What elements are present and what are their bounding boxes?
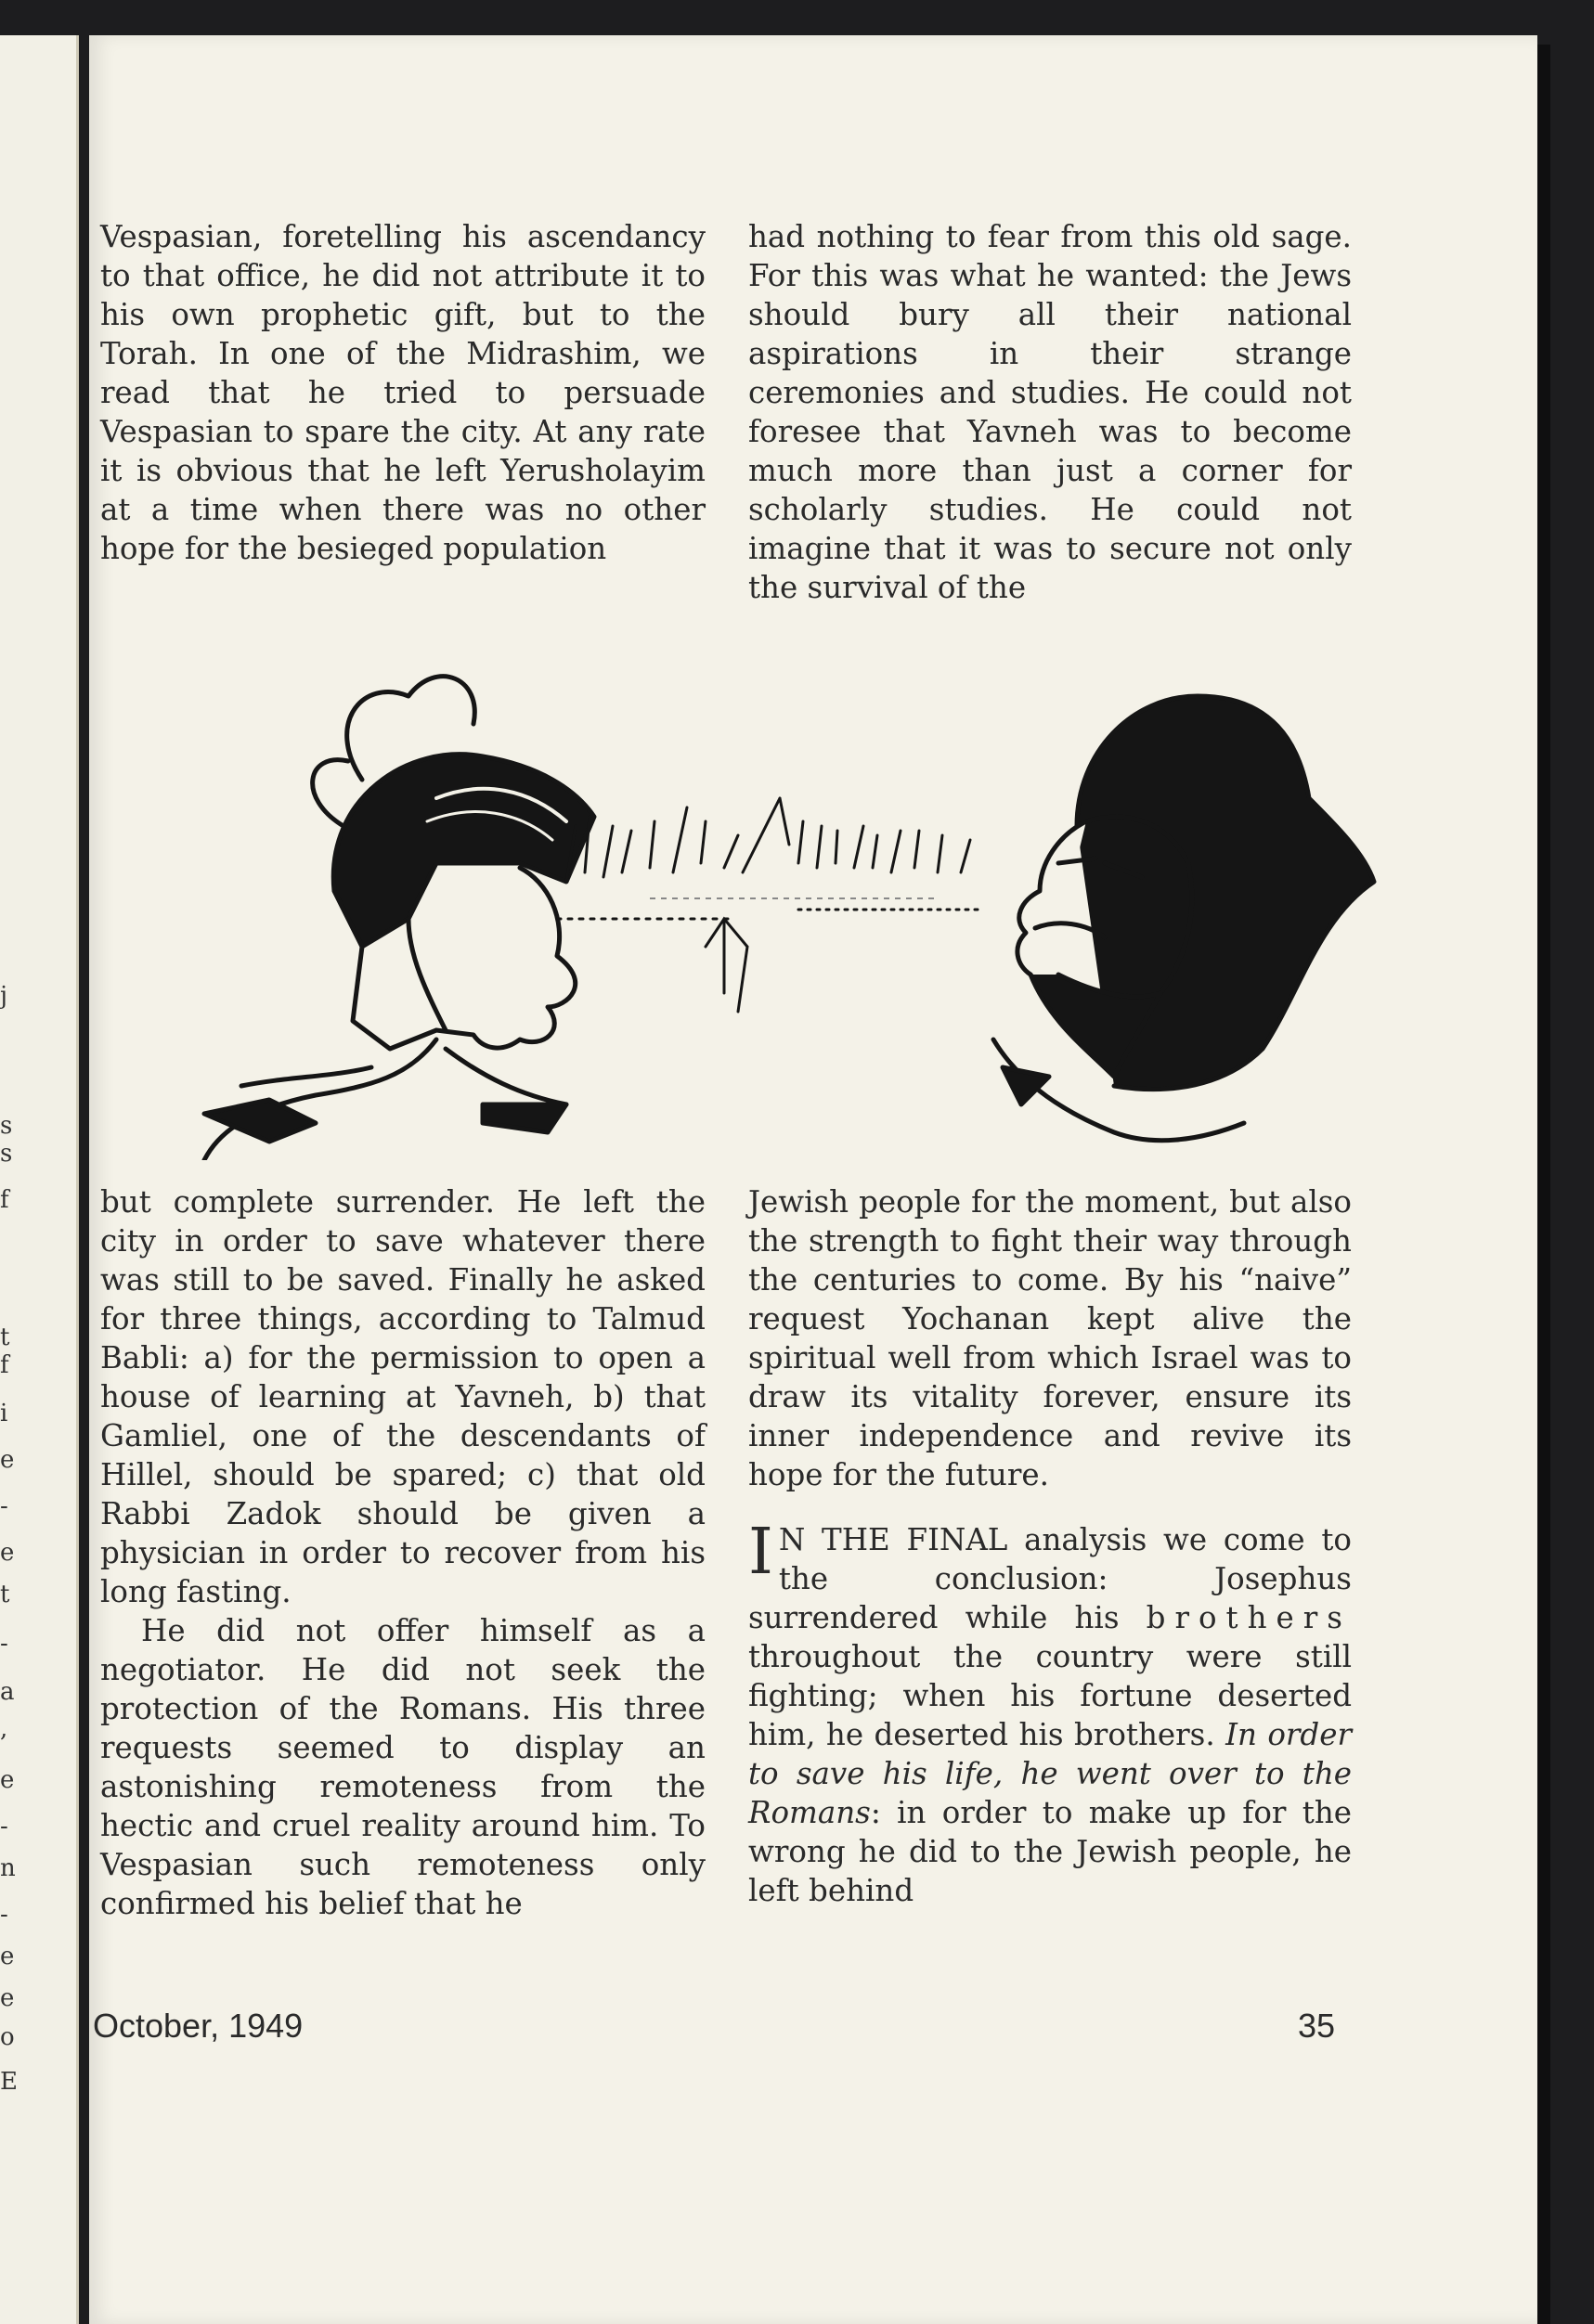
left-page-fragment: - bbox=[0, 1901, 8, 1929]
left-page-fragment: n bbox=[0, 1854, 16, 1882]
paragraph-tail: : in order to make up for the wrong he did to the Jewish people, he left behind bbox=[748, 1795, 1352, 1908]
paragraph: Jewish people for the moment, but also the strength to fight their way through the centuries to come. By his “naive” request Yochanan kept alive the spiritual well from which Israel was to draw its vitality forever, ensure its inner independence and revive its hope for the future. bbox=[748, 1184, 1352, 1492]
left-page-fragment: E bbox=[0, 2068, 18, 2096]
bearded-sage-drawing bbox=[993, 696, 1374, 1141]
paragraph bbox=[748, 1516, 1352, 1910]
left-page-fragment: e bbox=[0, 1984, 15, 2012]
left-page-fragment: t bbox=[0, 1323, 10, 1351]
issue-date: October, 1949 bbox=[93, 2007, 304, 2045]
left-page-fragment: s bbox=[0, 1112, 13, 1140]
paragraph-lead: N THE FINAL analysis we come to the conclusion: Josephus surrendered while his bbox=[748, 1522, 1352, 1635]
left-page-fragment: e bbox=[0, 1766, 15, 1794]
drop-cap: I bbox=[748, 1516, 773, 1589]
left-facing-page-edge bbox=[0, 35, 79, 2324]
left-page-fragment: - bbox=[0, 1813, 8, 1840]
column-top-right bbox=[748, 217, 1352, 607]
crowd-sketch bbox=[557, 798, 984, 1012]
paragraph: but complete surrender. He left the city in order to save whatever there was still to be saved. Finally he asked for three things, according to Talmud Babli: a) for the permission to open a house of learning at Yavneh, b) that Gamliel, one of the descendants of Hillel, should be spared; c) that old Rabbi Zadok should be given a physician in order to recover from his long fasting. bbox=[100, 1184, 706, 1609]
left-page-fragment: i bbox=[0, 1400, 8, 1427]
left-page-fragment: , bbox=[0, 1715, 8, 1743]
page-number: 35 bbox=[1298, 2007, 1336, 2045]
left-page-fragment: e bbox=[0, 1539, 15, 1567]
left-page-fragment: a bbox=[0, 1678, 15, 1706]
column-bottom-right bbox=[748, 1182, 1352, 1910]
illustration-roman-soldier-and-sage bbox=[130, 640, 1411, 1160]
left-page-fragment: s bbox=[0, 1140, 13, 1168]
left-page-fragment: f bbox=[0, 1186, 9, 1214]
left-page-fragment: j bbox=[0, 982, 8, 1010]
page-edge-shadow bbox=[1537, 45, 1550, 2324]
paragraph: Vespasian, foretelling his ascendancy to that office, he did not attribute it to his own prophetic gift, but to the Torah. In one of the Midrashim, we read that he tried to persuade Vespasian to spare the city. At any rate it is obvious that he left Yerusholayim at a time when there was no other hope for the besieged population bbox=[100, 219, 706, 566]
left-page-fragment: - bbox=[0, 1492, 8, 1520]
left-page-fragment: o bbox=[0, 2023, 15, 2051]
column-bottom-left bbox=[100, 1182, 706, 1923]
column-top-left bbox=[100, 217, 706, 568]
left-page-fragment: f bbox=[0, 1351, 9, 1379]
left-page-fragment: t bbox=[0, 1581, 10, 1608]
left-page-fragment: - bbox=[0, 1630, 8, 1658]
roman-soldier-drawing bbox=[204, 677, 594, 1160]
left-page-fragment: e bbox=[0, 1446, 15, 1474]
paragraph: He did not offer himself as a negotiator. He did not seek the protection of the Romans. His three requests seemed to display an astonishing remoteness from the hectic and cruel reality around him. To Vespasian such remoteness only confirmed his belief that he bbox=[100, 1613, 706, 1921]
paragraph-mid: throughout the country were still fighting; when his fortune deserted him, he deserted his brothers. bbox=[748, 1639, 1352, 1752]
paragraph: had nothing to fear from this old sage. For this was what he wanted: the Jews should bury all their national aspirations in their strange ceremonies and studies. He could not foresee that Yavneh was to become much more than just a corner for scholarly studies. He could not imagine that it was to secure not only the survival of the bbox=[748, 219, 1352, 605]
spaced-word: brothers bbox=[1146, 1600, 1352, 1635]
italic-phrase: In order to save his life, he went over to the Romans bbox=[748, 1717, 1352, 1830]
left-page-fragment: e bbox=[0, 1943, 15, 1970]
